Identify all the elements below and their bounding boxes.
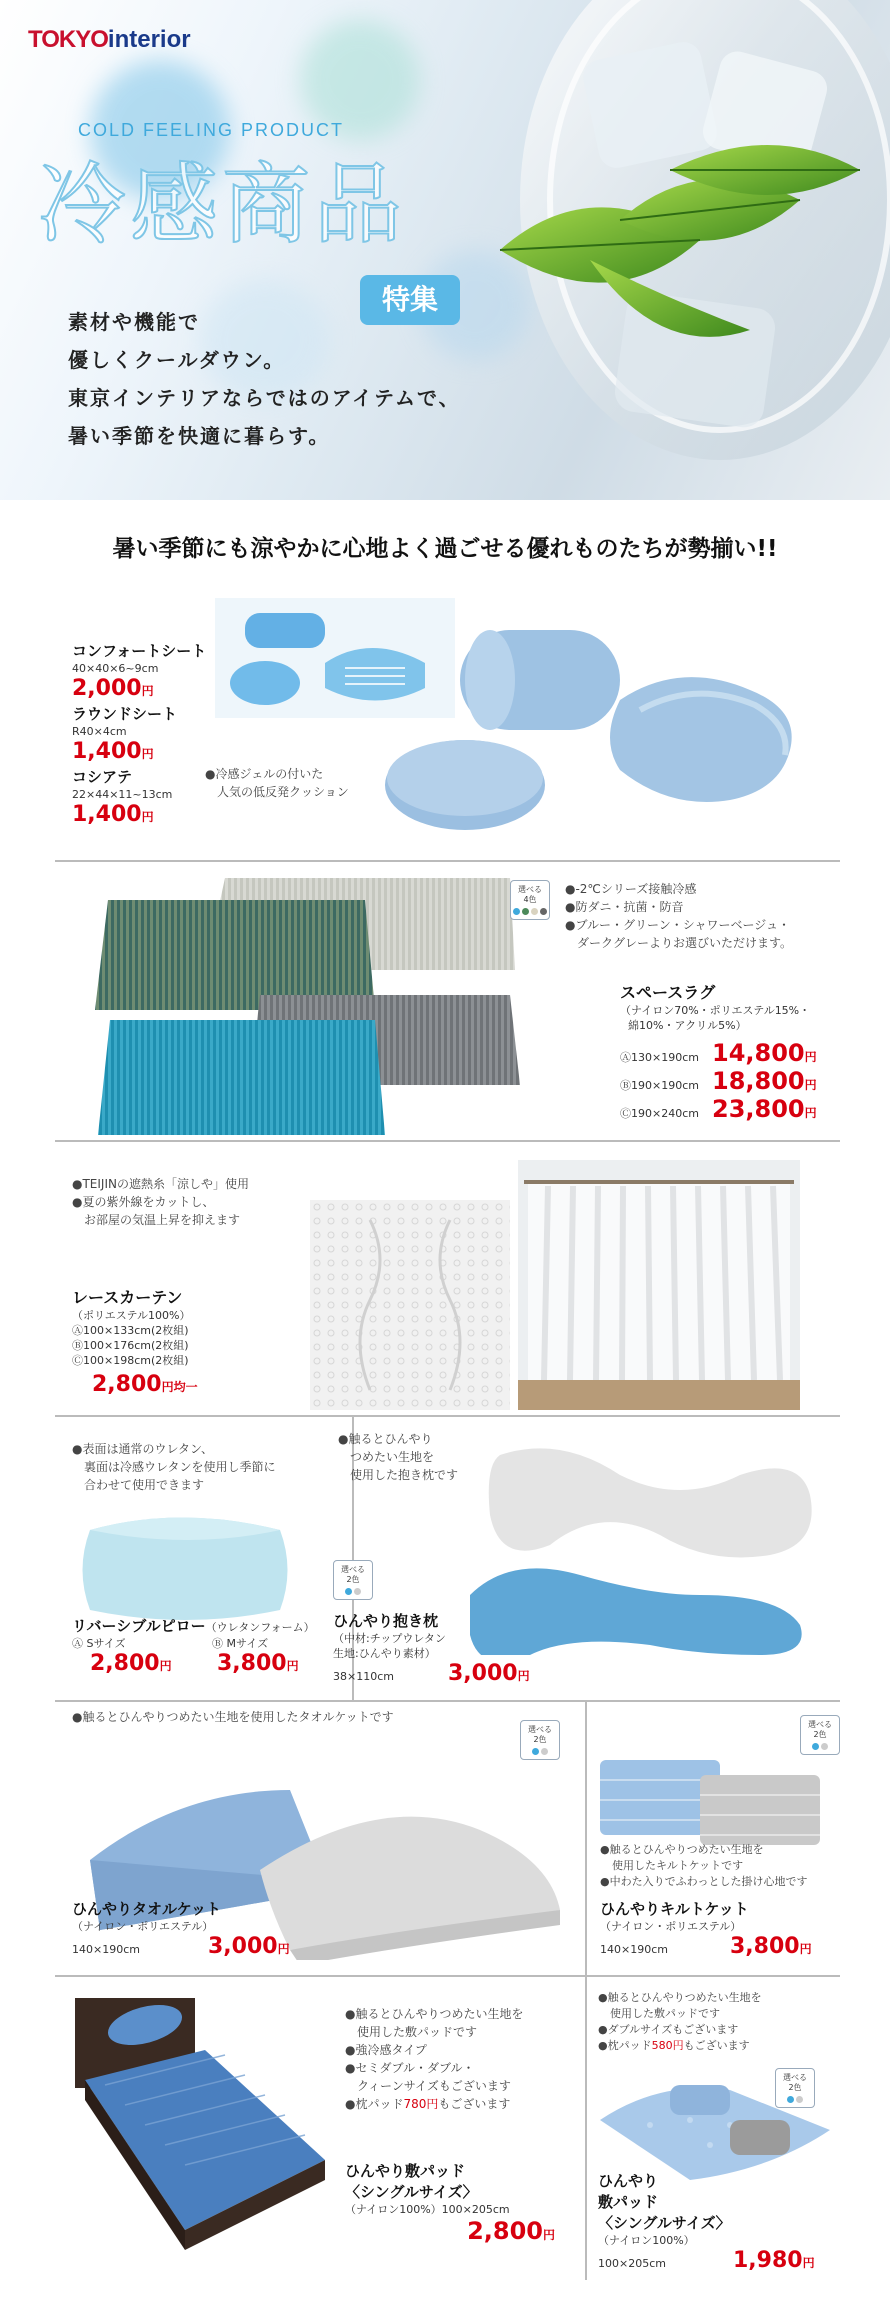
- color-choice-badge: 選べる 2色: [775, 2068, 815, 2108]
- towel-note: ●触るとひんやりつめたい生地を使用したタオルケットです: [72, 1710, 394, 1724]
- feature-tag: 特集: [360, 275, 460, 325]
- rug-price-block: スペースラグ （ナイロン70%・ポリエステル15%・ 綿10%・アクリル5%） Ⓐ130×190cm 14,800 円 Ⓑ190×190cm 18,800 円 Ⓒ190×240cm 23,800 円: [620, 983, 817, 1123]
- quilt-blanket-illustration[interactable]: [585, 1740, 825, 1850]
- section-divider: [55, 1700, 840, 1702]
- rug-notes: ●-2℃シリーズ接触冷感 ●防ダニ・抗菌・防音 ●ブルー・グリーン・シャワーベージュ・ ダークグレーよりお選びいただけます。: [565, 882, 793, 950]
- hero-subtitle: COLD FEELING PRODUCT: [78, 120, 345, 140]
- lace-fabric-closeup[interactable]: [310, 1200, 510, 1410]
- ice-glass-illustration: [470, 0, 890, 500]
- hero-title: 冷感商品: [38, 153, 407, 256]
- pillow-price-block: リバーシブルピロー（ウレタンフォーム） Ⓐ Sサイズ Ⓑ Mサイズ 2,800円 3,800円: [72, 1617, 315, 1676]
- cushion-note: ●冷感ジェルの付いた 人気の低反発クッション: [205, 767, 349, 799]
- color-choice-badge: 選べる 2色: [333, 1560, 373, 1600]
- quilt-notes: ●触るとひんやりつめたい生地を 使用したキルトケットです ●中わた入りでふわっとした掛け心地です: [600, 1843, 808, 1888]
- quilt-price-block: ひんやりキルトケット （ナイロン・ポリエステル） 140×190cm 3,800円: [600, 1900, 812, 1959]
- bedpad-price-block: ひんやり敷パッド 〈シングルサイズ〉 （ナイロン100%）100×205cm 2,800円: [345, 2162, 555, 2245]
- bedpad2-notes: ●触るとひんやりつめたい生地を 使用した敷パッドです ●ダブルサイズもございます ●枕パッド580円もございます: [598, 1991, 762, 2052]
- curtain-window-photo[interactable]: [518, 1160, 800, 1410]
- dakimakura-notes: ●触るとひんやり つめたい生地を 使用した抱き枕です: [338, 1432, 459, 1482]
- cushion-products-illustration[interactable]: [380, 600, 830, 830]
- section-divider: [55, 1140, 840, 1142]
- color-choice-badge: 選べる 4色: [510, 880, 550, 920]
- hero-banner: [0, 0, 890, 500]
- cushion-price-list: コンフォートシート 40×40×6~9cm 2,000円 ラウンドシート R40×4cm 1,400円 コシアテ 22×44×11~13cm 1,400円: [72, 642, 207, 827]
- curtain-price-block: レースカーテン （ポリエステル100%） Ⓐ100×133cm(2枚組) Ⓑ100×176cm(2枚組) Ⓒ100×198cm(2枚組) 2,800円均一: [72, 1288, 198, 1397]
- bedpad2-price-block: ひんやり 敷パッド 〈シングルサイズ〉 （ナイロン100%） 100×205cm 1,980円: [598, 2172, 815, 2273]
- brand-logo[interactable]: TOKYOinterior: [28, 26, 191, 53]
- reversible-pillow-illustration[interactable]: [70, 1500, 300, 1620]
- rug-products-illustration[interactable]: [90, 870, 530, 1140]
- headline: 暑い季節にも涼やかに心地よく過ごせる優れものたちが勢揃い!!: [112, 536, 778, 562]
- hero-copy: 素材や機能で 優しくクールダウン。 東京インテリアならではのアイテムで、 暑い季節を快適に暮らす。: [68, 310, 461, 448]
- bed-pad-illustration[interactable]: [65, 1990, 335, 2255]
- dakimakura-price-block: ひんやり抱き枕 （中材:チップウレタン 生地:ひんやり素材） 38×110cm 3,000円: [333, 1612, 530, 1686]
- color-choice-badge: 選べる 2色: [800, 1715, 840, 1755]
- section-divider: [55, 1975, 840, 1977]
- section-divider: [55, 1415, 840, 1417]
- curtain-notes: ●TEIJINの遮熱糸「涼しや」使用 ●夏の紫外線をカットし、 お部屋の気温上昇を抑えます: [72, 1177, 249, 1227]
- bedpad-notes: ●触るとひんやりつめたい生地を 使用した敷パッドです ●強冷感タイプ ●セミダブル・ダブル・ クィーンサイズもございます ●枕パッド780円もございます: [345, 2007, 524, 2111]
- towel-price-block: ひんやりタオルケット （ナイロン・ポリエステル） 140×190cm 3,000円: [72, 1900, 290, 1959]
- section-divider: [55, 860, 840, 862]
- color-choice-badge: 選べる 2色: [520, 1720, 560, 1760]
- bed-pad-set-illustration[interactable]: [580, 2070, 840, 2180]
- pillow-notes: ●表面は通常のウレタン、 裏面は冷感ウレタンを使用し季節に 合わせて使用できます: [72, 1442, 276, 1492]
